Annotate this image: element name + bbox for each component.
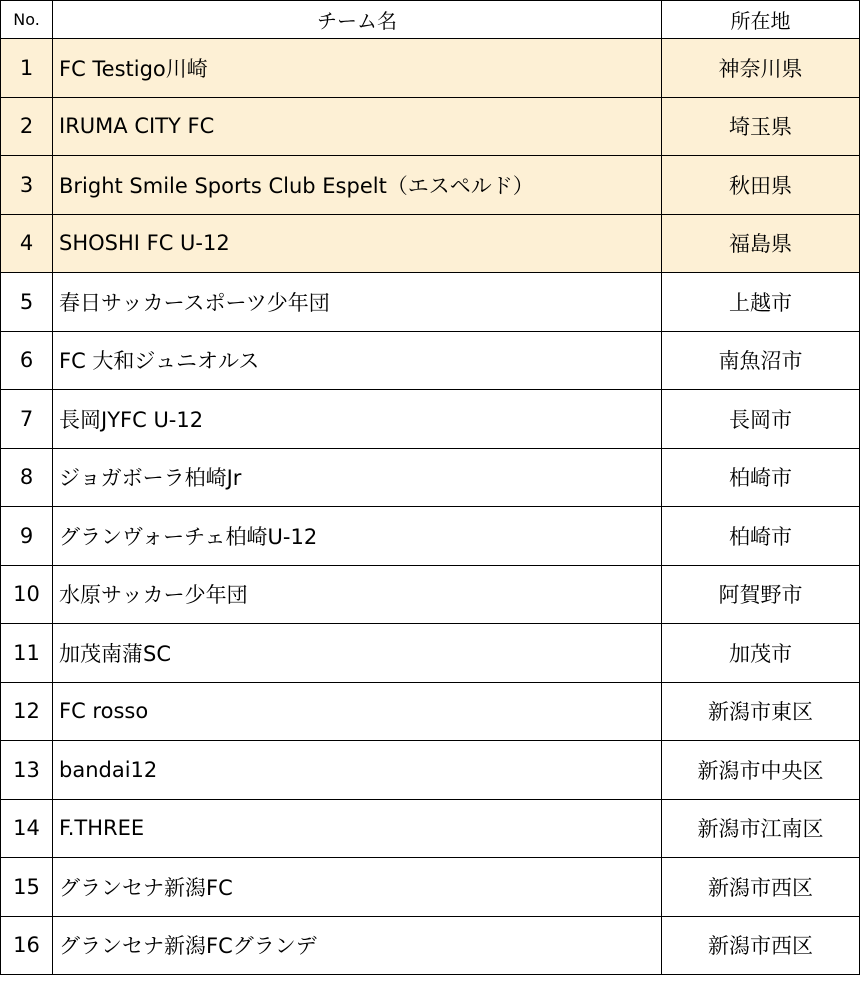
row-number: 6 [1, 331, 53, 390]
table-row [1, 858, 860, 917]
team-location: 福島県 [662, 214, 860, 273]
team-name: 水原サッカー少年団 [53, 565, 662, 624]
table-row [1, 916, 860, 975]
row-number: 7 [1, 390, 53, 449]
row-number: 14 [1, 799, 53, 858]
table-row [1, 273, 860, 332]
table-row [1, 331, 860, 390]
row-number: 13 [1, 741, 53, 800]
team-name: SHOSHI FC U-12 [53, 214, 662, 273]
header-row [1, 1, 860, 39]
team-location: 新潟市中央区 [662, 741, 860, 800]
team-name: 春日サッカースポーツ少年団 [53, 273, 662, 332]
team-location: 加茂市 [662, 624, 860, 683]
team-location: 秋田県 [662, 156, 860, 215]
team-name: bandai12 [53, 741, 662, 800]
team-location: 新潟市西区 [662, 916, 860, 975]
team-location: 新潟市東区 [662, 682, 860, 741]
row-number: 8 [1, 448, 53, 507]
table-row [1, 565, 860, 624]
header-location: 所在地 [662, 1, 860, 39]
team-location: 阿賀野市 [662, 565, 860, 624]
table-row [1, 214, 860, 273]
row-number: 16 [1, 916, 53, 975]
team-location: 埼玉県 [662, 97, 860, 156]
team-name: 長岡JYFC U-12 [53, 390, 662, 449]
table-row [1, 390, 860, 449]
team-name: ジョガボーラ柏崎Jr [53, 448, 662, 507]
table-row [1, 507, 860, 566]
team-name: IRUMA CITY FC [53, 97, 662, 156]
team-location: 長岡市 [662, 390, 860, 449]
row-number: 5 [1, 273, 53, 332]
table-row [1, 97, 860, 156]
row-number: 12 [1, 682, 53, 741]
team-location: 柏崎市 [662, 507, 860, 566]
team-location: 神奈川県 [662, 39, 860, 98]
row-number: 3 [1, 156, 53, 215]
table-row [1, 448, 860, 507]
team-name: グランヴォーチェ柏崎U-12 [53, 507, 662, 566]
row-number: 4 [1, 214, 53, 273]
header-no: No. [1, 1, 53, 39]
table-row [1, 682, 860, 741]
table-row [1, 799, 860, 858]
row-number: 1 [1, 39, 53, 98]
team-location: 上越市 [662, 273, 860, 332]
team-location: 柏崎市 [662, 448, 860, 507]
row-number: 11 [1, 624, 53, 683]
team-name: FC 大和ジュニオルス [53, 331, 662, 390]
team-name: FC rosso [53, 682, 662, 741]
team-location: 新潟市江南区 [662, 799, 860, 858]
table-row [1, 39, 860, 98]
team-location: 新潟市西区 [662, 858, 860, 917]
row-number: 10 [1, 565, 53, 624]
table-row [1, 741, 860, 800]
team-name: グランセナ新潟FC [53, 858, 662, 917]
team-name: FC Testigo川崎 [53, 39, 662, 98]
row-number: 15 [1, 858, 53, 917]
team-location: 南魚沼市 [662, 331, 860, 390]
header-team-name: チーム名 [53, 1, 662, 39]
row-number: 9 [1, 507, 53, 566]
table-body [1, 39, 860, 975]
team-name: Bright Smile Sports Club Espelt（エスペルド） [53, 156, 662, 215]
team-name: 加茂南蒲SC [53, 624, 662, 683]
row-number: 2 [1, 97, 53, 156]
table-row [1, 624, 860, 683]
team-name: グランセナ新潟FCグランデ [53, 916, 662, 975]
team-name: F.THREE [53, 799, 662, 858]
table-row [1, 156, 860, 215]
